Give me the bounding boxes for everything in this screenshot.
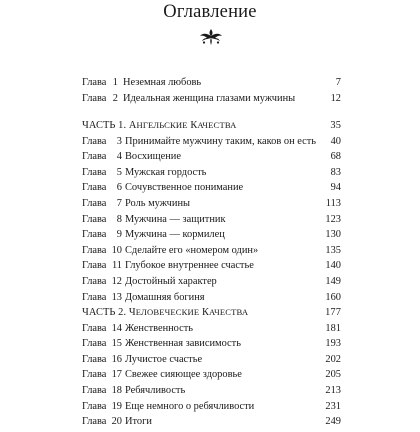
page-number: 68 <box>330 151 341 163</box>
chapter-number: 17 <box>111 369 122 381</box>
toc-row[interactable] <box>82 136 341 152</box>
page-number: 35 <box>330 120 341 131</box>
chapter-number: 8 <box>116 213 122 225</box>
page-number: 193 <box>325 338 341 350</box>
chapter-title: Восхищение <box>125 151 181 163</box>
chapter-word: Глава <box>82 322 107 334</box>
chapter-title: Итоги <box>125 416 152 428</box>
chapter-title: Ребячливость <box>125 384 186 396</box>
page-number: 113 <box>325 197 341 209</box>
chapter-word: Глава <box>82 197 107 209</box>
chapter-title: Сделайте его «номером один» <box>125 244 259 256</box>
chapter-word: Глава <box>82 291 107 303</box>
page-number: 149 <box>325 275 341 287</box>
chapter-number: 1 <box>112 77 118 88</box>
page-number: 40 <box>330 135 341 147</box>
toc-row[interactable] <box>82 292 341 308</box>
toc-row[interactable] <box>82 354 341 370</box>
part-heading[interactable] <box>82 120 341 136</box>
chapter-title: Роль мужчины <box>125 197 190 209</box>
part-title: ЧАСТЬ 1. АНГЕЛЬСКИЕ КАЧЕСТВА <box>82 120 237 131</box>
part-title: ЧАСТЬ 2. ЧЕЛОВЕЧЕСКИЕ КАЧЕСТВА <box>82 307 249 318</box>
toc-row[interactable] <box>82 245 341 261</box>
toc-row[interactable] <box>82 338 341 354</box>
chapter-word: Глава <box>82 260 107 272</box>
toc-row[interactable] <box>82 167 341 183</box>
page-number: 130 <box>325 229 341 241</box>
chapter-title: Идеальная женщина глазами мужчины <box>123 92 296 104</box>
page-number: 83 <box>330 166 341 178</box>
chapter-number: 16 <box>111 353 122 365</box>
toc-row[interactable] <box>82 276 341 292</box>
page-number: 202 <box>325 353 341 365</box>
page-number: 12 <box>330 92 341 104</box>
chapter-word: Глава <box>82 92 107 104</box>
chapter-number: 13 <box>111 291 122 303</box>
chapter-number: 19 <box>111 400 122 412</box>
chapter-word: Глава <box>82 229 107 241</box>
part-heading[interactable] <box>82 307 341 323</box>
toc-row[interactable] <box>82 416 341 432</box>
page-number: 160 <box>325 291 341 303</box>
page-number: 181 <box>325 322 341 334</box>
chapter-title: Еще немного о ребячливости <box>125 400 255 412</box>
chapter-title: Домашняя богиня <box>125 291 205 303</box>
toc-part1-section <box>82 120 341 307</box>
toc-row[interactable] <box>82 151 341 167</box>
page-title: Оглавление <box>163 2 257 22</box>
chapter-number: 12 <box>111 275 122 287</box>
page-number: 94 <box>330 182 341 194</box>
toc-row[interactable] <box>82 385 341 401</box>
chapter-word: Глава <box>82 353 107 365</box>
toc-part2-section <box>82 307 341 432</box>
chapter-number: 10 <box>111 244 122 256</box>
chapter-title: Лучистое счастье <box>125 353 203 365</box>
chapter-word: Глава <box>82 369 107 381</box>
page-number: 177 <box>325 307 341 318</box>
page-number: 140 <box>325 260 341 272</box>
chapter-number: 15 <box>111 338 122 350</box>
toc-row[interactable] <box>82 93 341 109</box>
toc-row[interactable] <box>82 77 341 93</box>
page-number: 123 <box>325 213 341 225</box>
toc-row[interactable] <box>82 214 341 230</box>
chapter-title: Женственная зависимость <box>125 338 241 350</box>
chapter-word: Глава <box>82 213 107 225</box>
chapter-title: Женственность <box>125 322 194 334</box>
part1-chapter-list <box>82 136 341 308</box>
chapter-word: Глава <box>82 182 107 194</box>
chapter-title: Мужская гордость <box>125 166 207 178</box>
page-number: 7 <box>335 77 341 88</box>
chapter-number: 14 <box>111 322 122 334</box>
chapter-number: 20 <box>111 416 122 428</box>
chapter-number: 3 <box>116 135 122 147</box>
chapter-word: Глава <box>82 244 107 256</box>
chapter-title: Глубокое внутреннее счастье <box>125 260 254 272</box>
chapter-number: 11 <box>111 260 122 272</box>
chapter-word: Глава <box>82 77 107 88</box>
chapter-title: Достойный характер <box>125 275 217 287</box>
chapter-number: 6 <box>116 182 122 194</box>
chapter-number: 9 <box>116 229 122 241</box>
chapter-title: Сочувственное понимание <box>125 182 244 194</box>
page-number: 205 <box>325 369 341 381</box>
chapter-word: Глава <box>82 275 107 287</box>
toc-row[interactable] <box>82 229 341 245</box>
chapter-title: Мужчина — защитник <box>125 213 226 225</box>
toc-row[interactable] <box>82 323 341 339</box>
chapter-title: Мужчина — кормилец <box>125 229 225 241</box>
chapter-number: 2 <box>112 92 118 104</box>
chapter-title: Неземная любовь <box>123 77 202 88</box>
toc-row[interactable] <box>82 198 341 214</box>
chapter-word: Глава <box>82 384 107 396</box>
chapter-word: Глава <box>82 151 107 163</box>
part2-chapter-list <box>82 323 341 432</box>
toc-row[interactable] <box>82 369 341 385</box>
toc-row[interactable] <box>82 182 341 198</box>
toc-row[interactable] <box>82 260 341 276</box>
chapter-number: 4 <box>116 151 122 163</box>
chapter-word: Глава <box>82 400 107 412</box>
fleuron-ornament-icon <box>198 27 224 47</box>
chapter-title: Принимайте мужчину таким, каков он есть <box>125 135 316 147</box>
toc-row[interactable] <box>82 401 341 417</box>
chapter-word: Глава <box>82 166 107 178</box>
page-number: 231 <box>325 400 341 412</box>
chapter-number: 18 <box>111 384 122 396</box>
toc-intro-section <box>82 77 341 108</box>
chapter-number: 5 <box>116 166 122 178</box>
chapter-word: Глава <box>82 135 107 147</box>
chapter-word: Глава <box>82 416 107 428</box>
chapter-title: Свежее сияющее здоровье <box>125 369 242 381</box>
page-number: 249 <box>325 416 341 428</box>
chapter-word: Глава <box>82 338 107 350</box>
page-number: 135 <box>325 244 341 256</box>
chapter-number: 7 <box>116 197 122 209</box>
page-number: 213 <box>325 384 341 396</box>
